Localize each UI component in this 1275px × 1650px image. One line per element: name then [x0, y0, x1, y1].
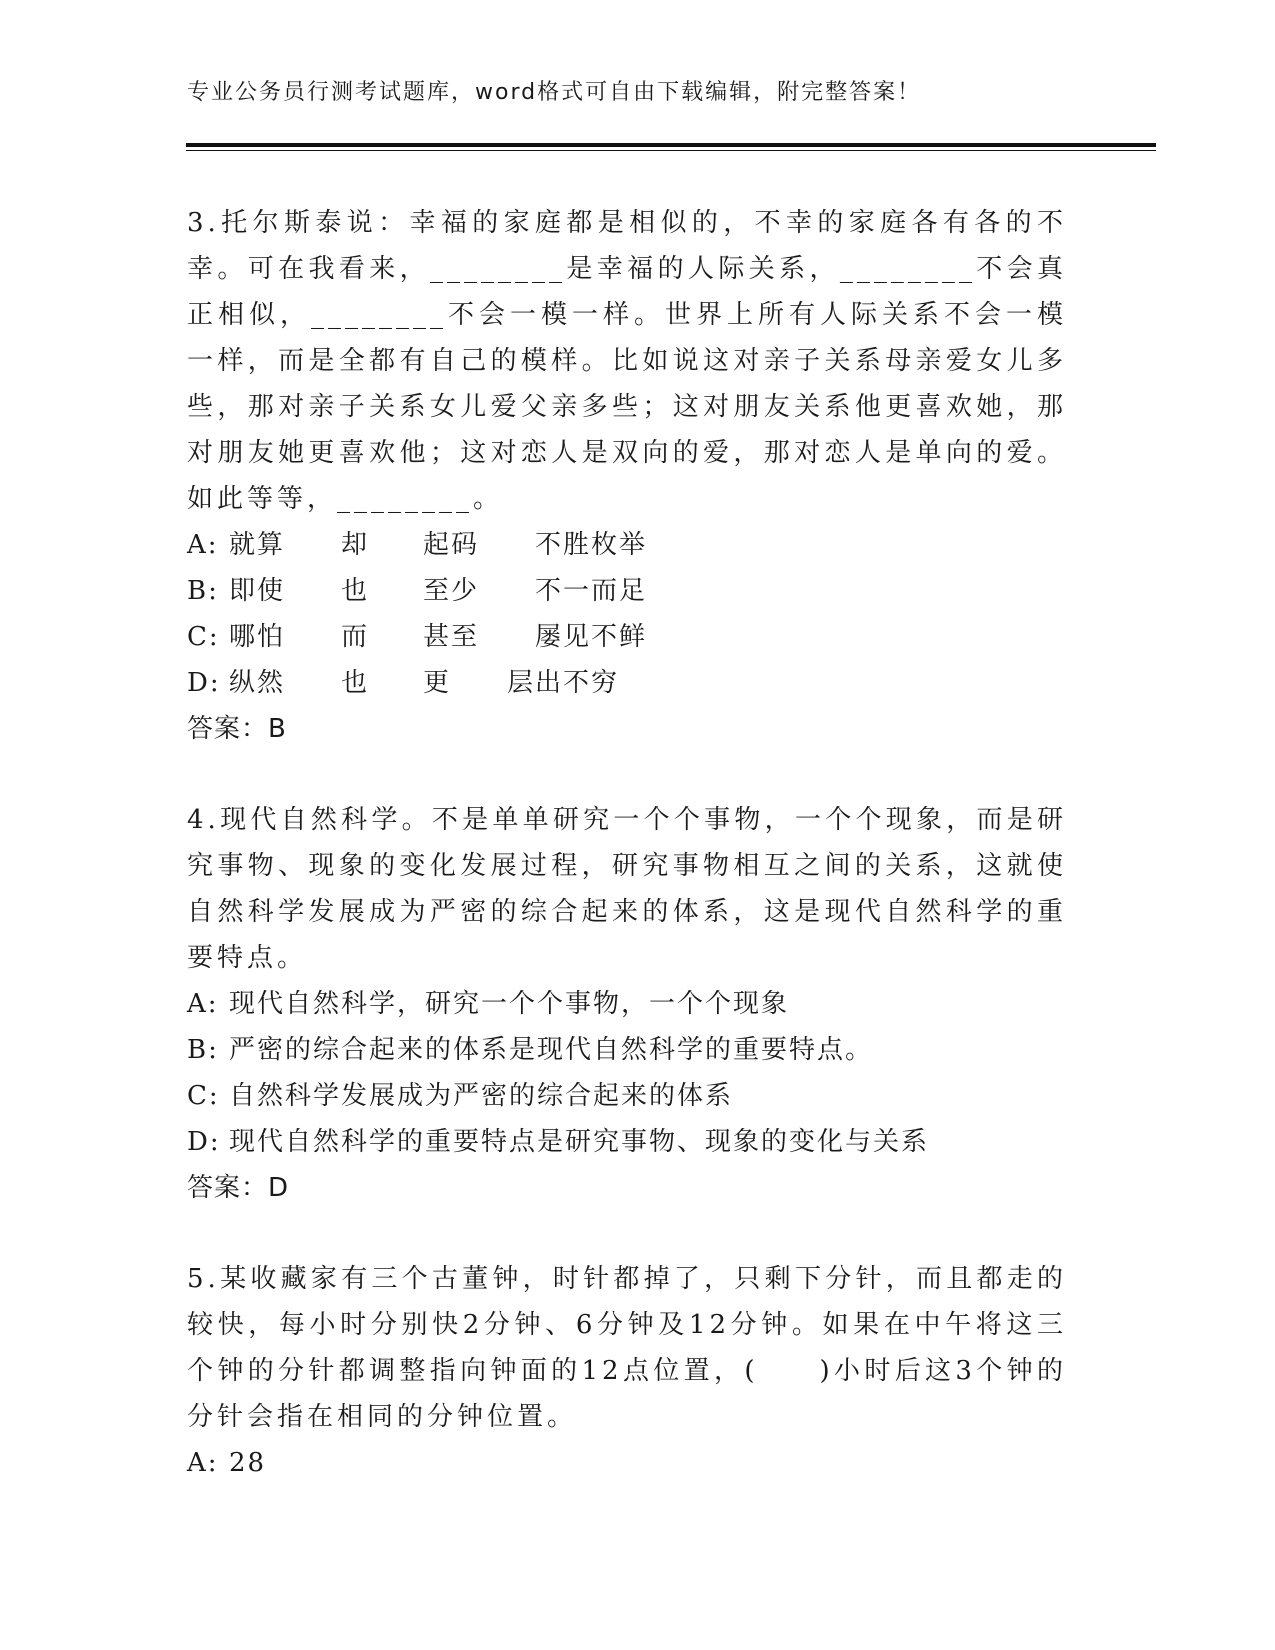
- option-c: [187, 1073, 1067, 1119]
- header-rule-thick: [186, 143, 1156, 147]
- question-3: [187, 200, 1067, 752]
- option-text: 28: [229, 1448, 267, 1478]
- answer-label: 答案：B: [187, 714, 287, 744]
- option-text: 自然科学发展成为严密的综合起来的体系: [229, 1081, 734, 1111]
- option-key: B:: [187, 576, 219, 606]
- question-stem: 3.托尔斯泰说：幸福的家庭都是相似的，不幸的家庭各有各的不幸。可在我看来，________是幸福的人际关系，________不会真正相似，________不会一模一样。世界上所有人际关系不会一模一样，而是全都有自己的模样。比如说这对亲子关系母亲爱女儿多些，那对亲子关系女儿爱父亲多些；这对朋友关系他更喜欢她，那对朋友她更喜欢他；这对恋人是双向的爱，那对恋人是单向的爱。如此等等，________。: [187, 208, 1067, 514]
- option-part: 也: [341, 576, 370, 606]
- option-text: 现代自然科学的重要特点是研究事物、现象的变化与关系: [229, 1127, 930, 1157]
- option-part: 就算: [229, 530, 286, 560]
- option-part: 屡见不鲜: [535, 622, 648, 652]
- option-key: D:: [187, 1127, 221, 1157]
- question-5: [187, 1256, 1067, 1486]
- option-part: 纵然: [229, 668, 286, 698]
- option-b: [187, 1027, 1067, 1073]
- option-text: 严密的综合起来的体系是现代自然科学的重要特点。: [229, 1035, 874, 1065]
- option-key: A:: [187, 989, 219, 1019]
- option-b: [187, 568, 1067, 614]
- option-d: [187, 1119, 1067, 1165]
- option-part: 不一而足: [535, 576, 648, 606]
- option-a: [187, 522, 1067, 568]
- option-key: C:: [187, 622, 220, 652]
- option-text: 现代自然科学，研究一个个事物，一个个现象: [229, 989, 790, 1019]
- option-c: [187, 614, 1067, 660]
- option-key: A:: [187, 1448, 219, 1478]
- question-stem: 4.现代自然科学。不是单单研究一个个事物，一个个现象，而是研究事物、现象的变化发展过程，研究事物相互之间的关系，这就使自然科学发展成为严密的综合起来的体系，这是现代自然科学的重要特点。: [187, 805, 1067, 973]
- option-key: D:: [187, 668, 221, 698]
- option-a: [187, 1440, 1067, 1486]
- option-part: 层出不穷: [507, 668, 620, 698]
- option-part: 起码: [423, 530, 480, 560]
- option-part: 至少: [423, 576, 480, 606]
- option-d: [187, 660, 1067, 706]
- option-part: 却: [341, 530, 370, 560]
- question-stem: 5.某收藏家有三个古董钟，时针都掉了，只剩下分针，而且都走的较快，每小时分别快2分钟、6分钟及12分钟。如果在中午将这三个钟的分针都调整指向钟面的12点位置，( )小时后这3个钟的分针会指在相同的分钟位置。: [187, 1264, 1067, 1432]
- answer-label: 答案：D: [187, 1173, 290, 1203]
- header-title: 专业公务员行测考试题库，word格式可自由下载编辑，附完整答案！: [187, 80, 922, 105]
- question-list: [187, 200, 1067, 1531]
- option-part: 即使: [229, 576, 286, 606]
- option-part: 不胜枚举: [535, 530, 648, 560]
- option-key: B:: [187, 1035, 219, 1065]
- option-part: 更: [423, 668, 452, 698]
- option-key: A:: [187, 530, 219, 560]
- option-key: C:: [187, 1081, 220, 1111]
- option-a: [187, 981, 1067, 1027]
- question-4: [187, 797, 1067, 1211]
- header-rule-thin: [186, 150, 1156, 151]
- option-part: 而: [341, 622, 370, 652]
- option-part: 哪怕: [229, 622, 286, 652]
- option-part: 甚至: [423, 622, 480, 652]
- option-part: 也: [341, 668, 370, 698]
